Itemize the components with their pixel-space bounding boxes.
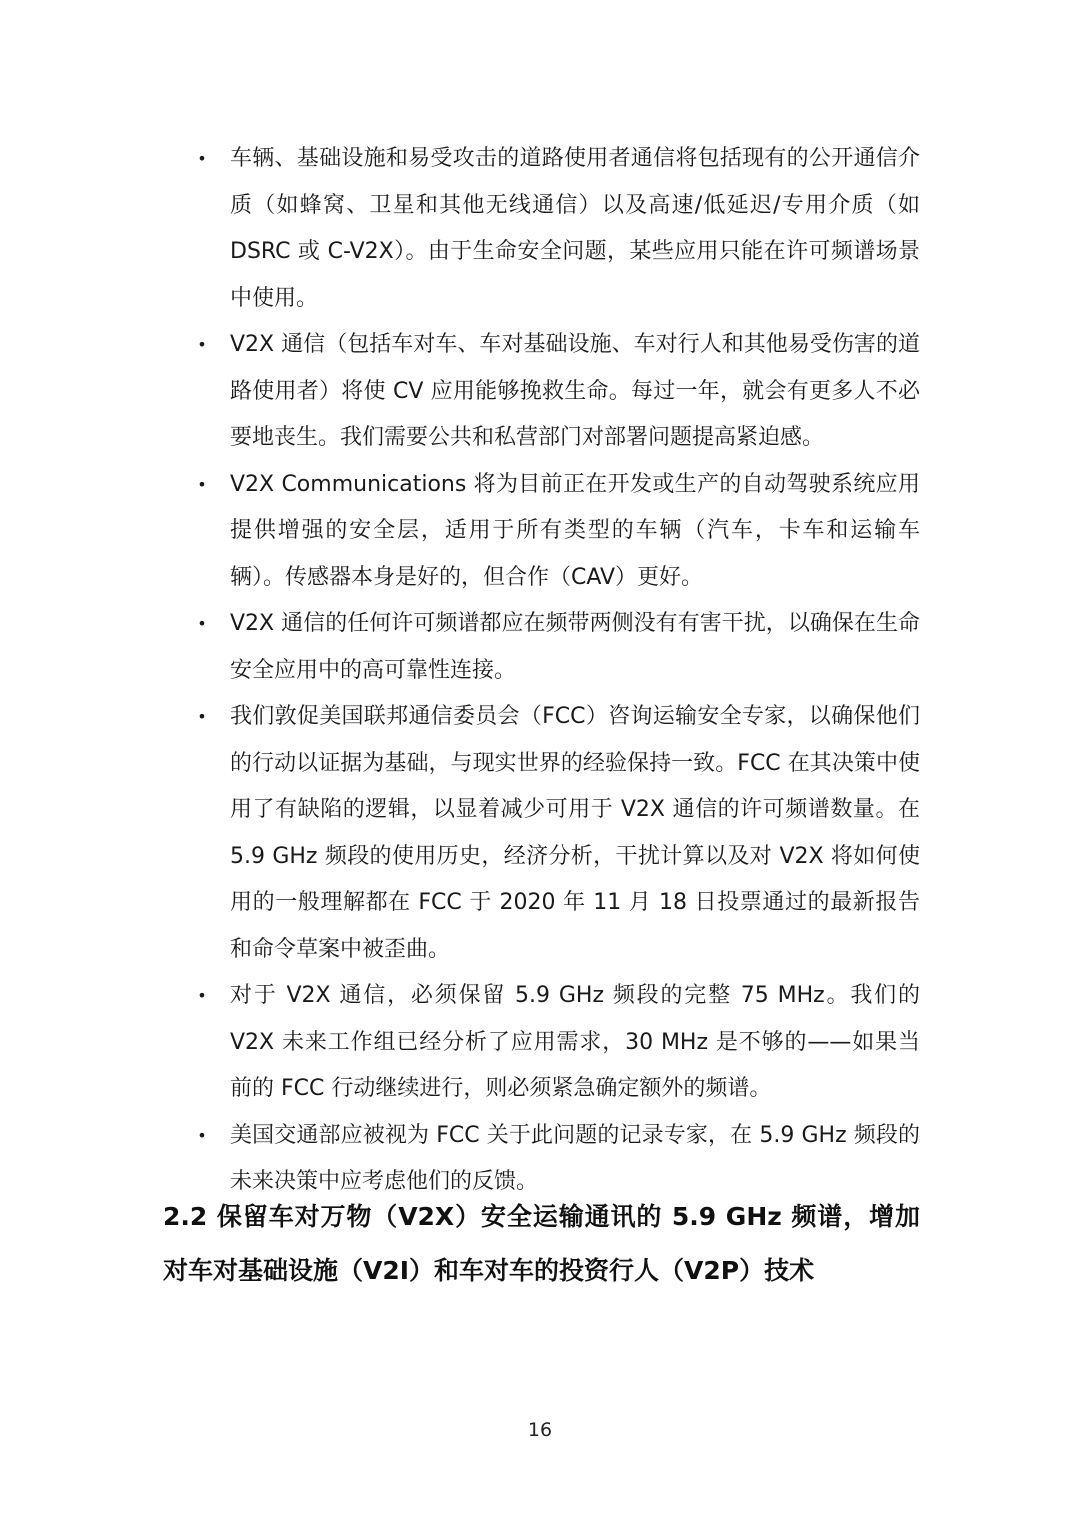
list-item [196,973,920,1113]
bullet-text: 我们敦促美国联邦通信委员会（FCC）咨询运输安全专家，以确保他们的行动以证据为基础，与现实世界的经验保持一致。FCC 在其决策中使用了有缺陷的逻辑，以显着减少可用于 V2X 通信的许可频谱数量。在 5.9 GHz 频段的使用历史，经济分析，干扰计算以及对 V2X 将如何使用的一般理解都在 FCC 于 2020 年 11 月 18 日投票通过的最新报告和命令草案中被歪曲。 [230,704,920,962]
bullet-icon: • [197,335,207,354]
bullet-icon: • [197,474,207,494]
list-item [196,694,920,973]
bullet-icon: • [197,707,207,726]
section-heading: 2.2 保留车对万物（V2X）安全运输通讯的 5.9 GHz 频谱，增加对车对基础设施（V2I）和车对车的投资行人（V2P）技术 [163,1202,920,1285]
list-item [196,601,920,694]
list-item [196,136,920,322]
bullet-text: 美国交通部应被视为 FCC 关于此问题的记录专家，在 5.9 GHz 频段的未来决策中应考虑他们的反馈。 [230,1122,920,1194]
bullet-text: 对于 V2X 通信，必须保留 5.9 GHz 频段的完整 75 MHz。我们的 V2X 未来工作组已经分析了应用需求，30 MHz 是不够的——如果当前的 FCC 行动继续进行，则必须紧急确定额外的频谱。 [230,983,920,1101]
bullet-text: V2X 通信的任何许可频谱都应在频带两侧没有有害干扰，以确保在生命安全应用中的高可靠性连接。 [230,611,920,683]
bullet-text: V2X 通信（包括车对车、车对基础设施、车对行人和其他易受伤害的道路使用者）将使 CV 应用能够挽救生命。每过一年，就会有更多人不必要地丧生。我们需要公共和私营部门对部署问题提高紧迫感。 [230,332,920,450]
bullet-list [196,136,920,1206]
bullet-icon: • [197,1125,207,1145]
bullet-text: 车辆、基础设施和易受攻击的道路使用者通信将包括现有的公开通信介质（如蜂窝、卫星和其他无线通信）以及高速/低延迟/专用介质（如 DSRC 或 C-V2X）。由于生命安全问题，某些应用只能在许可频谱场景中使用。 [230,146,920,311]
bullet-icon: • [197,614,207,633]
list-item [196,322,920,462]
list-item [196,462,920,602]
page-number: 16 [527,1419,553,1441]
bullet-icon: • [197,149,207,168]
bullet-icon: • [197,986,207,1005]
bullet-text: V2X Communications 将为目前正在开发或生产的自动驾驶系统应用提供增强的安全层，适用于所有类型的车辆（汽车，卡车和运输车辆）。传感器本身是好的，但合作（CAV）更好。 [230,471,920,590]
